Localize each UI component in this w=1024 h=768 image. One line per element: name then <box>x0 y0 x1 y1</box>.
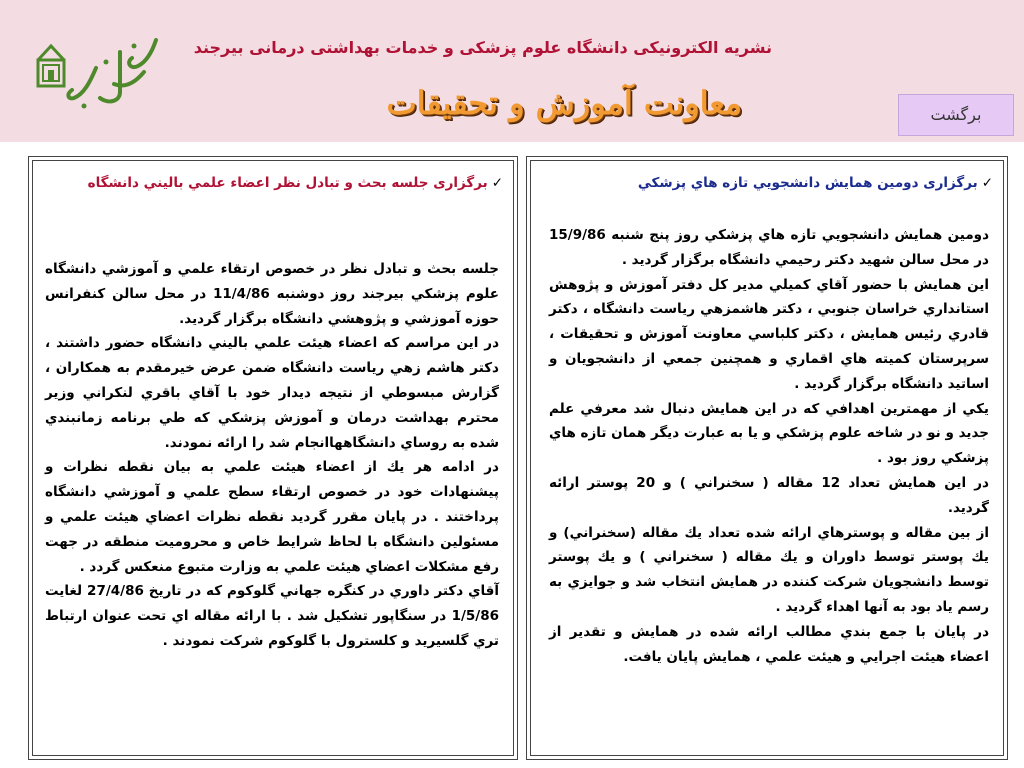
check-icon: ✓ <box>981 175 993 191</box>
article-paragraph: دومين همايش دانشجويي تازه هاي پزشكي روز پنج شنبه 15/9/86 در محل سالن شهيد دكتر رحيمي دانشگاه برگزار گرديد . <box>549 227 989 268</box>
panel-inner-border <box>530 160 1004 756</box>
article-title-text: برگزاری جلسه بحث و تبادل نظر اعضاء علمي باليني دانشگاه <box>87 175 488 191</box>
article-paragraph: در اين مراسم كه اعضاء هيئت علمي باليني دانشگاه حضور داشتند ، دكتر هاشم زهي رياست دانشگاه ضمن عرض خيرمقدم به همكاران ، گزارش مبسوطي از نتيجه ديدار خود با آقاي باقري لنكراني وزير محترم بهداشت درمان و آموزش پزشكي كه طي برنامه زمانبندي شده به روساي دانشگاههاانجام شد را ارائه نمودند. <box>45 335 499 451</box>
article-title <box>88 175 503 191</box>
check-icon: ✓ <box>491 175 503 191</box>
back-button[interactable]: برگشت <box>898 94 1014 136</box>
article-paragraph: آقاي دكتر داوري در كنگره جهاني گلوكوم كه در تاريخ 27/4/86 لغايت 1/5/86 در سنگاپور تشكيل شد . با ارائه مقاله اي تحت عنوان ارتباط تري گلسيريد و كلسترول با گلوكوم شركت نمودند . <box>45 583 499 649</box>
header-banner <box>0 0 1024 142</box>
article-title-text: برگزاری دومين همايش دانشجويي تازه هاي پزشكي <box>637 175 978 191</box>
article-panel-academic-session <box>28 156 518 760</box>
article-paragraph: در ادامه هر يك از اعضاء هيئت علمي به بيان نقطه نظرات و پيشنهادات خود در خصوص ارتقاء سطح علمي و آموزشي دانشگاه پرداختند . در پايان مقرر گرديد نقطه نظرات اعضاي هيئت علمي و مسئولين دانشگاه با لحاظ شرايط خاص و محروميت منطقه در جهت رفع مشكلات اعضاي هيئت علمي به وزارت متبوع منعكس گردد . <box>45 459 499 575</box>
article-paragraph: اين همايش با حضور آقاي كميلي مدير كل دفتر آموزش و پژوهش استانداري خراسان جنوبي ، دكتر هاشمزهي رياست دانشگاه ، دكتر قادري رئيس همايش ، دكتر كلباسي معاونت آموزش و تحقيقات ، سرپرستان كميته هاي اقماري و همچنين جمعي از دانشجويان و اساتيد دانشگاه برگزار گرديد . <box>549 276 989 392</box>
article-paragraph: از بين مقاله و پوسترهاي ارائه شده تعداد يك مقاله (سخنراني) و يك پوستر توسط داوران و يك مقاله ( سخنراني ) و يك پوستر توسط دانشجويان شركت كننده در همايش انتخاب شد و جوايزي به رسم ياد بود به آنها اهداء گرديد . <box>549 524 989 615</box>
section-title: معاونت آموزش و تحقیقات <box>386 84 742 122</box>
article-paragraph: يكي از مهمترين اهدافي كه در اين همايش دنبال شد معرفي علم جديد و نو در شاخه علوم پزشكي و يا به عبارت ديگر همان تازه هاي پزشكي روز بود . <box>549 400 989 467</box>
article-title <box>638 175 993 191</box>
publication-title: نشریه الکترونیکی دانشگاه علوم پزشکی و خدمات بهداشتی درمانی بیرجند <box>193 38 772 57</box>
article-paragraph: جلسه بحث و تبادل نظر در خصوص ارتقاء علمي و آموزشي دانشگاه علوم پزشكي بيرجند روز دوشنبه 11/4/86 در محل سالن كنفرانس حوزه آموزشي و پژوهشي دانشگاه برگزار گرديد. <box>45 261 499 327</box>
panel-inner-border <box>32 160 514 756</box>
article-paragraph: در پايان با جمع بندي مطالب ارائه شده در همايش و تقدير از اعضاء هيئت اجرايي و هيئت علمي ، همايش پايان يافت. <box>549 623 989 665</box>
khabarnameh-logo <box>34 32 164 114</box>
article-paragraph: در اين همايش تعداد 12 مقاله ( سخنراني ) و 20 پوستر ارائه گرديد. <box>549 474 989 516</box>
article-panel-student-conference <box>526 156 1008 760</box>
article-body <box>549 223 989 669</box>
article-body <box>45 257 499 654</box>
